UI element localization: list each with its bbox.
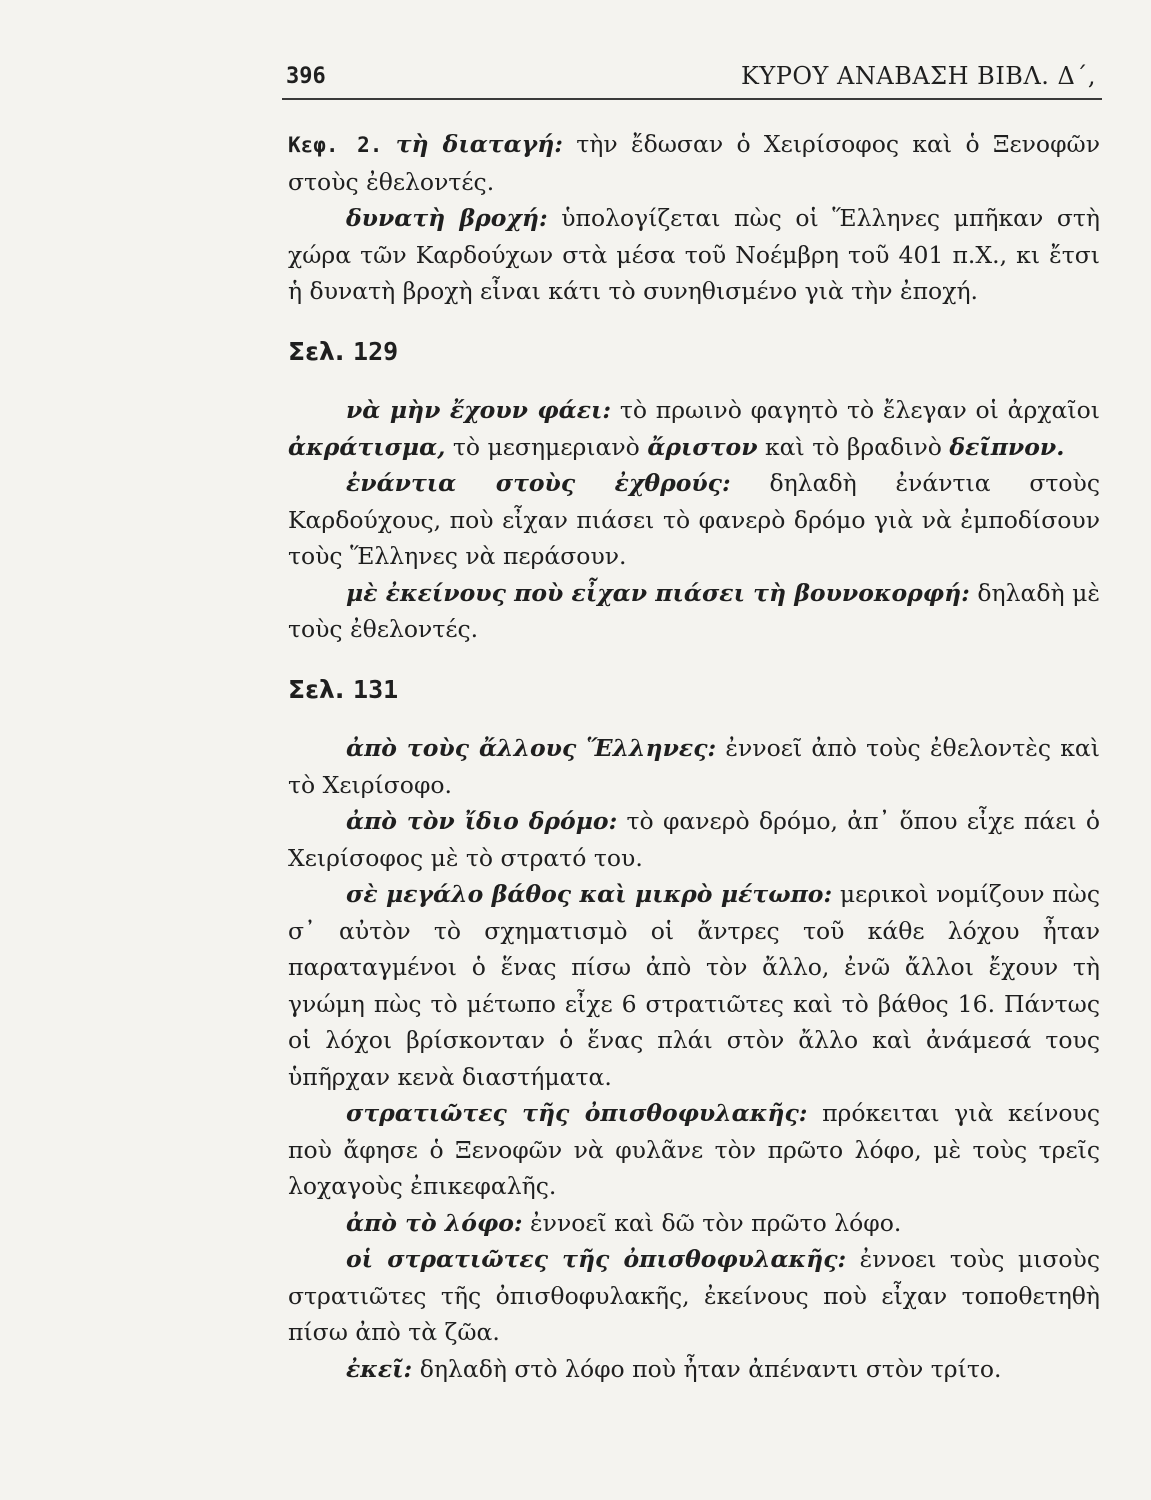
note-text: τὸ φανερὸ δρόμο, ἀπ᾿ ὅπου εἶχε πάει ὁ Χειρίσοφος μὲ τὸ στρατό του. (288, 807, 1100, 872)
note-term: τὴ διαταγή: (395, 130, 563, 158)
note-text: δηλαδὴ στὸ λόφο ποὺ ἦταν ἀπέναντι στὸν τρίτο. (412, 1354, 1002, 1383)
note-term: σὲ μεγάλο βάθος καὶ μικρὸ μέτωπο: (346, 880, 833, 908)
note-text: καὶ τὸ βραδινὸ (757, 432, 950, 461)
note-text: ἐννοεῖ καὶ δῶ τὸν πρῶτο λόφο. (522, 1208, 902, 1237)
note-text: τὴν ἔδωσαν ὁ Χειρίσοφος καὶ ὁ Ξενοφῶν στοὺς ἐθελοντές. (288, 130, 1100, 196)
note-text: μερικοὶ νομίζουν πὼς σ᾿ αὐτὸν τὸ σχηματισμὸ οἱ ἄντρες τοῦ κάθε λόχου ἦταν παραταγμένοι ὁ ἕνας πίσω ἀπὸ τὸν ἄλλο, ἐνῶ ἄλλοι ἔχουν τὴ γνώμη πὼς τὸ μέτωπο εἶχε 6 στρατιῶτες καὶ τὸ βάθος 16. Πάντως οἱ λόχοι βρίσκονταν ὁ ἕνας πλάι στὸν ἄλλο καὶ ἀνάμεσά τους ὑπῆρχαν κενὰ διαστήματα. (288, 880, 1100, 1091)
note-paragraph (288, 575, 1100, 648)
note-paragraph (288, 876, 1100, 1095)
note-text: τὸ πρωινὸ φαγητὸ τὸ ἔλεγαν οἱ ἀρχαῖοι (611, 396, 1101, 424)
section-label: Σελ. (288, 336, 345, 366)
note-term: μὲ ἐκείνους ποὺ εἶχαν πιάσει τὴ βουνοκορφή: (346, 578, 970, 607)
note-text: δηλαδὴ ἐνάντια στοὺς Καρδούχους, ποὺ εἶχαν πιάσει τὸ φανερὸ δρόμο γιὰ νὰ ἐμποδίσουν τοὺς Ἕλληνες νὰ περάσουν. (288, 469, 1101, 570)
chapter-label: Κεφ. 2. (288, 133, 383, 157)
note-term: ἀπὸ τὸν ἴδιο δρόμο: (346, 807, 618, 835)
note-paragraph (288, 1095, 1100, 1205)
note-paragraph (288, 1241, 1100, 1351)
page-number: 396 (286, 64, 326, 89)
note-paragraph (288, 1205, 1100, 1242)
note-term: δεῖπνον. (949, 432, 1065, 461)
section-label: Σελ. (288, 674, 345, 704)
section-number: 129 (353, 336, 399, 366)
note-text: πρόκειται γιὰ κείνους ποὺ ἄφησε ὁ Ξενοφῶν νὰ φυλᾶνε τὸν πρῶτο λόφο, μὲ τοὺς τρεῖς λοχαγοὺς ἐπικεφαλῆς. (288, 1099, 1100, 1200)
note-term: νὰ μὴν ἔχουν φάει: (346, 396, 612, 424)
note-text: τὸ μεσημεριανὸ (445, 432, 648, 461)
note-term: δυνατὴ βροχή: (346, 204, 548, 232)
notes-body (288, 126, 1100, 1387)
note-term: ἀπὸ τὸ λόφο: (346, 1208, 523, 1237)
note-term: ἀκράτισμα, (288, 432, 446, 461)
running-title: ΚΥΡΟΥ ΑΝΑΒΑΣΗ ΒΙΒΛ. Δ΄, (740, 62, 1096, 90)
section-heading (288, 672, 1100, 709)
note-paragraph (288, 803, 1100, 876)
section-number: 131 (353, 674, 399, 704)
note-term: ἐνάντια στοὺς ἐχθρούς: (346, 469, 731, 497)
note-term: στρατιῶτες τῆς ὀπισθοφυλακῆς: (346, 1099, 808, 1127)
note-text: ἐννοει τοὺς μισοὺς στρατιῶτες τῆς ὀπισθοφυλακῆς, ἐκείνους ποὺ εἶχαν τοποθετηθὴ πίσω ἀπὸ τὰ ζῶα. (288, 1245, 1100, 1346)
note-paragraph (288, 200, 1100, 310)
note-text: ἐννοεῖ ἀπὸ τοὺς ἐθελοντὲς καὶ τὸ Χειρίσοφο. (288, 734, 1100, 799)
note-text: δηλαδὴ μὲ τοὺς ἐθελοντές. (288, 578, 1100, 643)
note-term: οἱ στρατιῶτες τῆς ὀπισθοφυλακῆς: (346, 1245, 847, 1273)
note-term: ἐκεῖ: (346, 1354, 413, 1383)
note-paragraph (288, 465, 1100, 575)
note-paragraph (288, 1351, 1100, 1388)
note-text: ὑπολογίζεται πὼς οἱ Ἕλληνες μπῆκαν στὴ χώρα τῶν Καρδούχων στὰ μέσα τοῦ Νοέμβρη τοῦ 401 π.Χ., κι ἔτσι ἡ δυνατὴ βροχὴ εἶναι κάτι τὸ συνηθισμένο γιὰ τὴν ἐποχή. (288, 204, 1100, 305)
note-term: ἄριστον (647, 432, 758, 461)
page-header (282, 56, 1102, 100)
note-paragraph (288, 730, 1100, 803)
section-heading (288, 334, 1100, 371)
note-term: ἀπὸ τοὺς ἄλλους Ἕλληνες: (346, 734, 717, 762)
note-paragraph (288, 392, 1100, 465)
note-paragraph (288, 126, 1100, 200)
